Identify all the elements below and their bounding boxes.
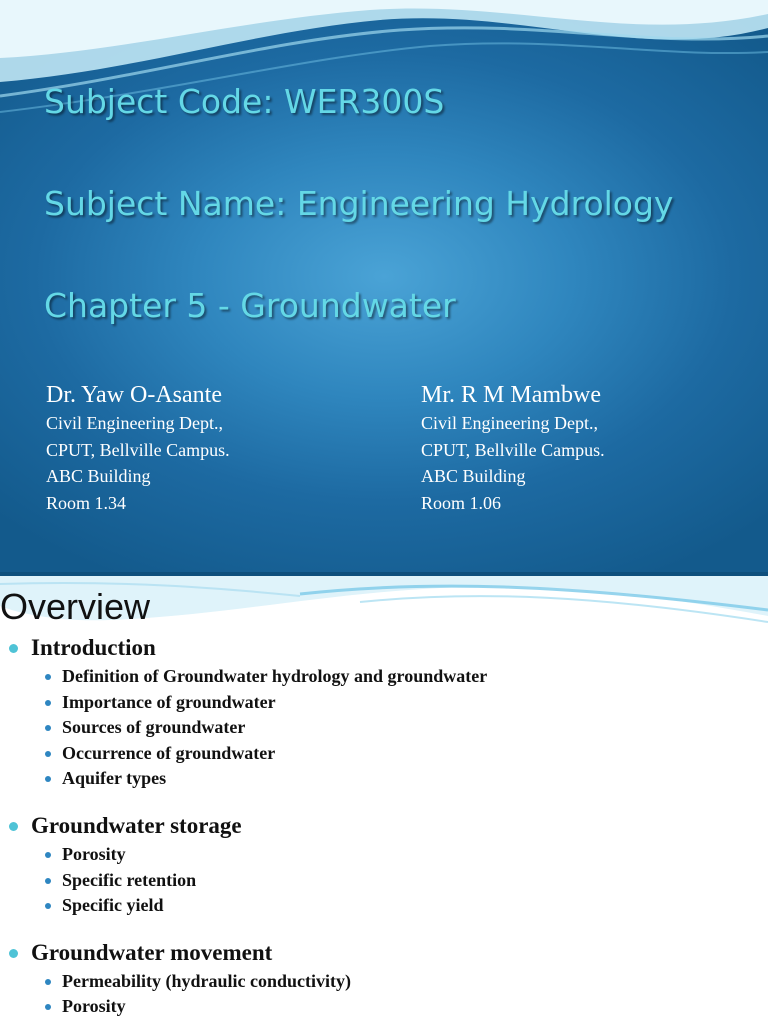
outline-item-text: Occurrence of groundwater bbox=[62, 742, 276, 763]
bullet-icon bbox=[9, 822, 18, 831]
outline-item bbox=[0, 690, 768, 716]
outline-item-text: Specific retention bbox=[62, 869, 197, 890]
outline-heading-text: Introduction bbox=[31, 635, 156, 660]
outline-section bbox=[0, 810, 768, 919]
bullet-icon bbox=[45, 1004, 51, 1010]
outline-item-text: Permeability (hydraulic conductivity) bbox=[62, 970, 351, 991]
bullet-icon bbox=[45, 979, 51, 985]
outline-item bbox=[0, 893, 768, 919]
outline-item bbox=[0, 715, 768, 741]
outline-item-text: Sources of groundwater bbox=[62, 717, 246, 738]
overview-title: Overview bbox=[0, 586, 151, 627]
bullet-icon bbox=[45, 776, 51, 782]
bullet-icon bbox=[45, 878, 51, 884]
overview-outline bbox=[0, 632, 768, 1024]
outline-item bbox=[0, 664, 768, 690]
outline-item bbox=[0, 994, 768, 1020]
bullet-icon bbox=[45, 674, 51, 680]
outline-section bbox=[0, 937, 768, 1020]
presenter-building: ABC Building bbox=[46, 466, 151, 486]
presenter-name: Dr. Yaw O-Asante bbox=[46, 382, 222, 408]
outline-heading bbox=[0, 810, 768, 842]
bullet-icon bbox=[45, 751, 51, 757]
outline-item-text: Porosity bbox=[62, 843, 126, 864]
presenter-building: ABC Building bbox=[421, 466, 526, 486]
bullet-icon bbox=[45, 700, 51, 706]
bullet-icon bbox=[45, 903, 51, 909]
subject-name-title: Subject Name: Engineering Hydrology bbox=[44, 184, 674, 223]
bullet-icon bbox=[9, 949, 18, 958]
outline-heading-text: Groundwater movement bbox=[31, 939, 273, 965]
outline-item-text: Aquifer types bbox=[62, 768, 167, 789]
bullet-icon bbox=[9, 644, 18, 653]
presenter-room: Room 1.34 bbox=[46, 492, 127, 513]
outline-heading bbox=[0, 632, 768, 664]
presenter-campus: CPUT, Bellville Campus. bbox=[46, 439, 230, 460]
outline-item-text: Definition of Groundwater hydrology and groundwater bbox=[62, 666, 488, 686]
outline-item bbox=[0, 741, 768, 767]
outline-item bbox=[0, 766, 768, 792]
outline-heading-text: Groundwater storage bbox=[31, 812, 242, 838]
bullet-icon bbox=[45, 852, 51, 858]
presenter-campus: CPUT, Bellville Campus. bbox=[421, 439, 605, 460]
presenter-2 bbox=[421, 380, 605, 516]
outline-item-text: Specific yield bbox=[62, 895, 164, 916]
presenter-dept: Civil Engineering Dept., bbox=[46, 413, 223, 433]
outline-item bbox=[0, 969, 768, 995]
outline-item bbox=[0, 868, 768, 894]
outline-item bbox=[0, 842, 768, 868]
presenter-room: Room 1.06 bbox=[421, 492, 502, 513]
presenter-1 bbox=[46, 380, 230, 516]
chapter-title: Chapter 5 - Groundwater bbox=[44, 286, 456, 325]
outline-item-text: Importance of groundwater bbox=[62, 691, 276, 712]
overview-slide bbox=[0, 576, 768, 1024]
outline-section bbox=[0, 632, 768, 792]
presenter-dept: Civil Engineering Dept., bbox=[421, 413, 598, 433]
outline-heading bbox=[0, 937, 768, 969]
presenter-name: Mr. R M Mambwe bbox=[421, 382, 601, 408]
bullet-icon bbox=[45, 725, 51, 731]
subject-code-title: Subject Code: WER300S bbox=[44, 82, 445, 121]
outline-item-text: Porosity bbox=[62, 996, 126, 1017]
